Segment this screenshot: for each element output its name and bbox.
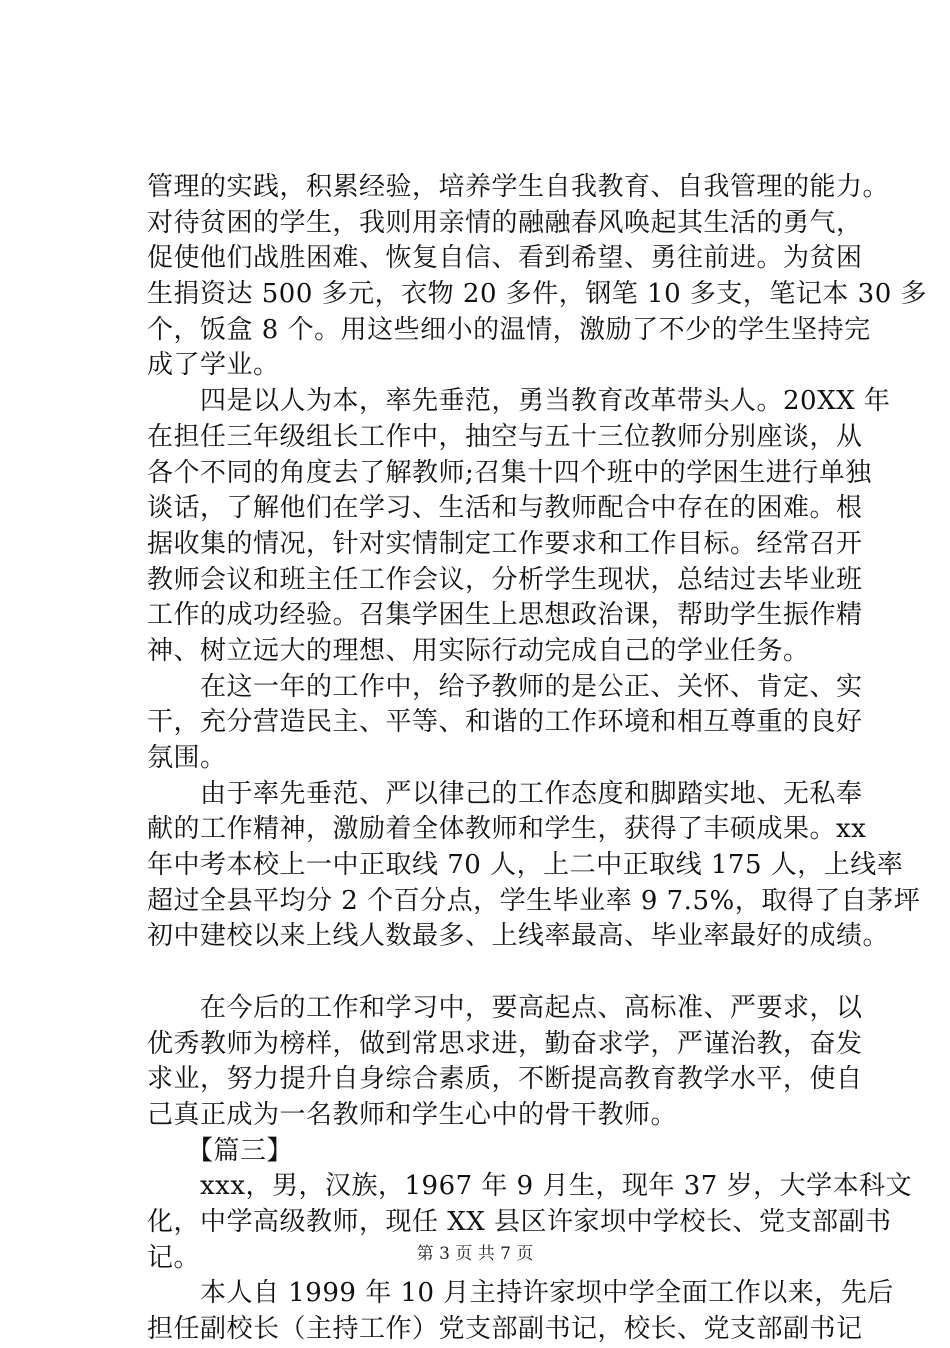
text-line: 在今后的工作和学习中，要高起点、高标准、严要求，以 <box>147 992 863 1023</box>
text-line: 管理的实践，积累经验，培养学生自我教育、自我管理的能力。 <box>147 172 890 202</box>
text-line: 初中建校以来上线人数最多、上线率最高、毕业率最好的成绩。 <box>147 921 890 952</box>
text-line: 氛围。 <box>147 743 227 773</box>
text-line: 求业，努力提升自身综合素质，不断提高教育教学水平，使自 <box>147 1064 863 1095</box>
text-line: 记。 <box>147 1242 201 1273</box>
text-line: 生捐资达 500 多元，衣物 20 多件，钢笔 10 多支，笔记本 30 多 <box>147 279 927 310</box>
text-line: 本人自 1999 年 10 月主持许家坝中学全面工作以来，先后 <box>147 1278 894 1309</box>
text-line: 各个不同的角度去了解教师;召集十四个班中的学困生进行单独 <box>147 457 872 488</box>
text-line: 个，饭盒 8 个。用这些细小的温情，激励了不少的学生坚持完 <box>147 314 871 345</box>
text-line: 担任副校长（主持工作）党支部副书记，校长、党支部副书记 <box>147 1314 863 1344</box>
section-heading: 【篇三】 <box>147 1135 294 1166</box>
text-line: 化，中学高级教师，现任 XX 县区许家坝中学校长、党支部副书 <box>147 1206 892 1237</box>
blank-line <box>147 955 867 991</box>
text-line: 由于率先垂范、严以律己的工作态度和脚踏实地、无私奉 <box>147 778 863 809</box>
text-line: 据收集的情况，针对实情制定工作要求和工作目标。经常召开 <box>147 528 863 559</box>
text-line: 在这一年的工作中，给予教师的是公正、关怀、肯定、实 <box>147 671 863 702</box>
text-line: 对待贫困的学生，我则用亲情的融融春风唤起其生活的勇气， <box>147 207 863 238</box>
text-line: 干，充分营造民主、平等、和谐的工作环境和相互尊重的良好 <box>147 707 863 738</box>
text-line: 优秀教师为榜样，做到常思求进，勤奋求学，严谨治教，奋发 <box>147 1028 863 1059</box>
document-body <box>147 170 927 1348</box>
text-line: 己真正成为一名教师和学生心中的骨干教师。 <box>147 1099 678 1130</box>
page-number-footer: 第 3 页 共 7 页 <box>416 1244 534 1264</box>
text-line: 四是以人为本，率先垂范，勇当教育改革带头人。20XX 年 <box>147 386 891 417</box>
text-line: 献的工作精神，激励着全体教师和学生，获得了丰硕成果。xx <box>147 814 867 845</box>
text-line: 神、树立远大的理想、用实际行动完成自己的学业任务。 <box>147 635 810 666</box>
text-line: xxx，男，汉族，1967 年 9 月生，现年 37 岁，大学本科文 <box>147 1171 913 1202</box>
text-line: 在担任三年级组长工作中，抽空与五十三位教师分别座谈，从 <box>147 421 863 452</box>
text-line: 教师会议和班主任工作会议，分析学生现状，总结过去毕业班 <box>147 564 863 595</box>
text-line: 超过全县平均分 2 个百分点，学生毕业率 9 7.5%，取得了自茅坪 <box>147 885 921 916</box>
text-line: 成了学业。 <box>147 350 280 381</box>
text-line: 促使他们战胜困难、恢复自信、看到希望、勇往前进。为贫困 <box>147 243 863 274</box>
text-line: 年中考本校上一中正取线 70 人，上二中正取线 175 人，上线率 <box>147 850 904 881</box>
text-line: 谈话，了解他们在学习、生活和与教师配合中存在的困难。根 <box>147 493 863 524</box>
text-line: 工作的成功经验。召集学困生上思想政治课，帮助学生振作精 <box>147 600 863 631</box>
